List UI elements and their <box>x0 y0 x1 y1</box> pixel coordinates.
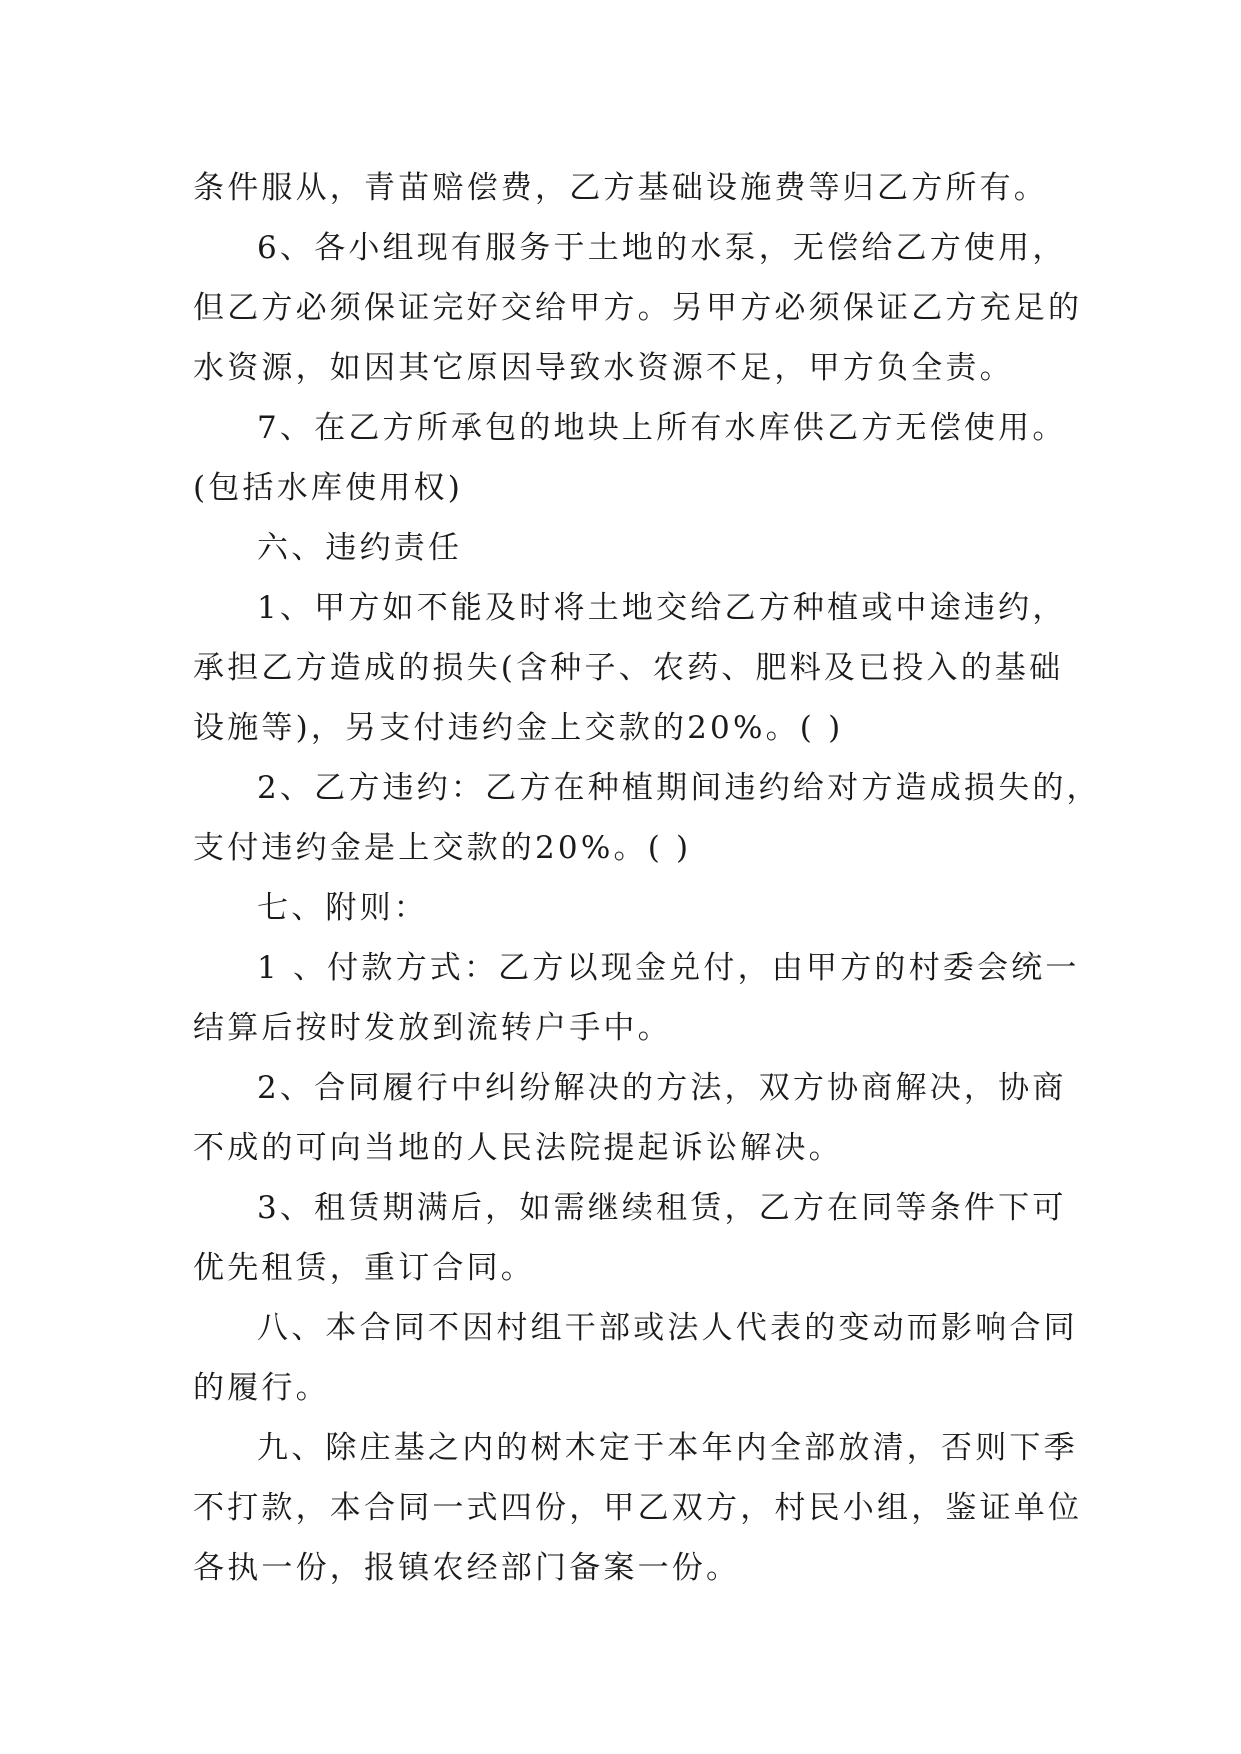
section-heading: 六、违约责任 <box>257 530 463 566</box>
text-line: 九、除庄基之内的树木定于本年内全部放清，否则下季 <box>257 1430 1078 1466</box>
text-line: 1、甲方如不能及时将土地交给乙方种植或中途违约， <box>257 590 1067 626</box>
document-body <box>193 158 1101 1598</box>
text-line: 不成的可向当地的人民法院提起诉讼解决。 <box>193 1130 843 1166</box>
text-line: 优先租赁，重订合同。 <box>193 1250 535 1286</box>
text-line: 支付违约金是上交款的20%。( ) <box>193 830 692 866</box>
text-line: 条件服从，青苗赔偿费，乙方基础设施费等归乙方所有。 <box>193 170 1048 206</box>
text-line: 6、各小组现有服务于土地的水泵，无偿给乙方使用， <box>257 230 1067 266</box>
text-line: 不打款，本合同一式四份，甲乙双方，村民小组，鉴证单位 <box>193 1490 1083 1526</box>
text-line: 设施等)，另支付违约金上交款的20%。( ) <box>193 710 844 746</box>
text-line: 八、本合同不因村组干部或法人代表的变动而影响合同 <box>257 1310 1078 1346</box>
text-line: 承担乙方造成的损失(含种子、农药、肥料及已投入的基础 <box>193 650 1064 686</box>
text-line: 1 、付款方式：乙方以现金兑付，由甲方的村委会统一 <box>257 950 1080 986</box>
text-line: (包括水库使用权) <box>193 470 463 506</box>
section-heading: 七、附则： <box>257 890 428 926</box>
text-line: 7、在乙方所承包的地块上所有水库供乙方无偿使用。 <box>257 410 1067 446</box>
text-line: 结算后按时发放到流转户手中。 <box>193 1010 672 1046</box>
text-line: 的履行。 <box>193 1370 330 1406</box>
text-line: 3、租赁期满后，如需继续租赁，乙方在同等条件下可 <box>257 1190 1067 1226</box>
text-line: 但乙方必须保证完好交给甲方。另甲方必须保证乙方充足的 <box>193 290 1083 326</box>
text-line: 2、合同履行中纠纷解决的方法，双方协商解决，协商 <box>257 1070 1067 1106</box>
text-line: 各执一份，报镇农经部门备案一份。 <box>193 1550 741 1586</box>
text-line: 2、乙方违约：乙方在种植期间违约给对方造成损失的， <box>257 770 1101 806</box>
text-line: 水资源，如因其它原因导致水资源不足，甲方负全责。 <box>193 350 1014 386</box>
